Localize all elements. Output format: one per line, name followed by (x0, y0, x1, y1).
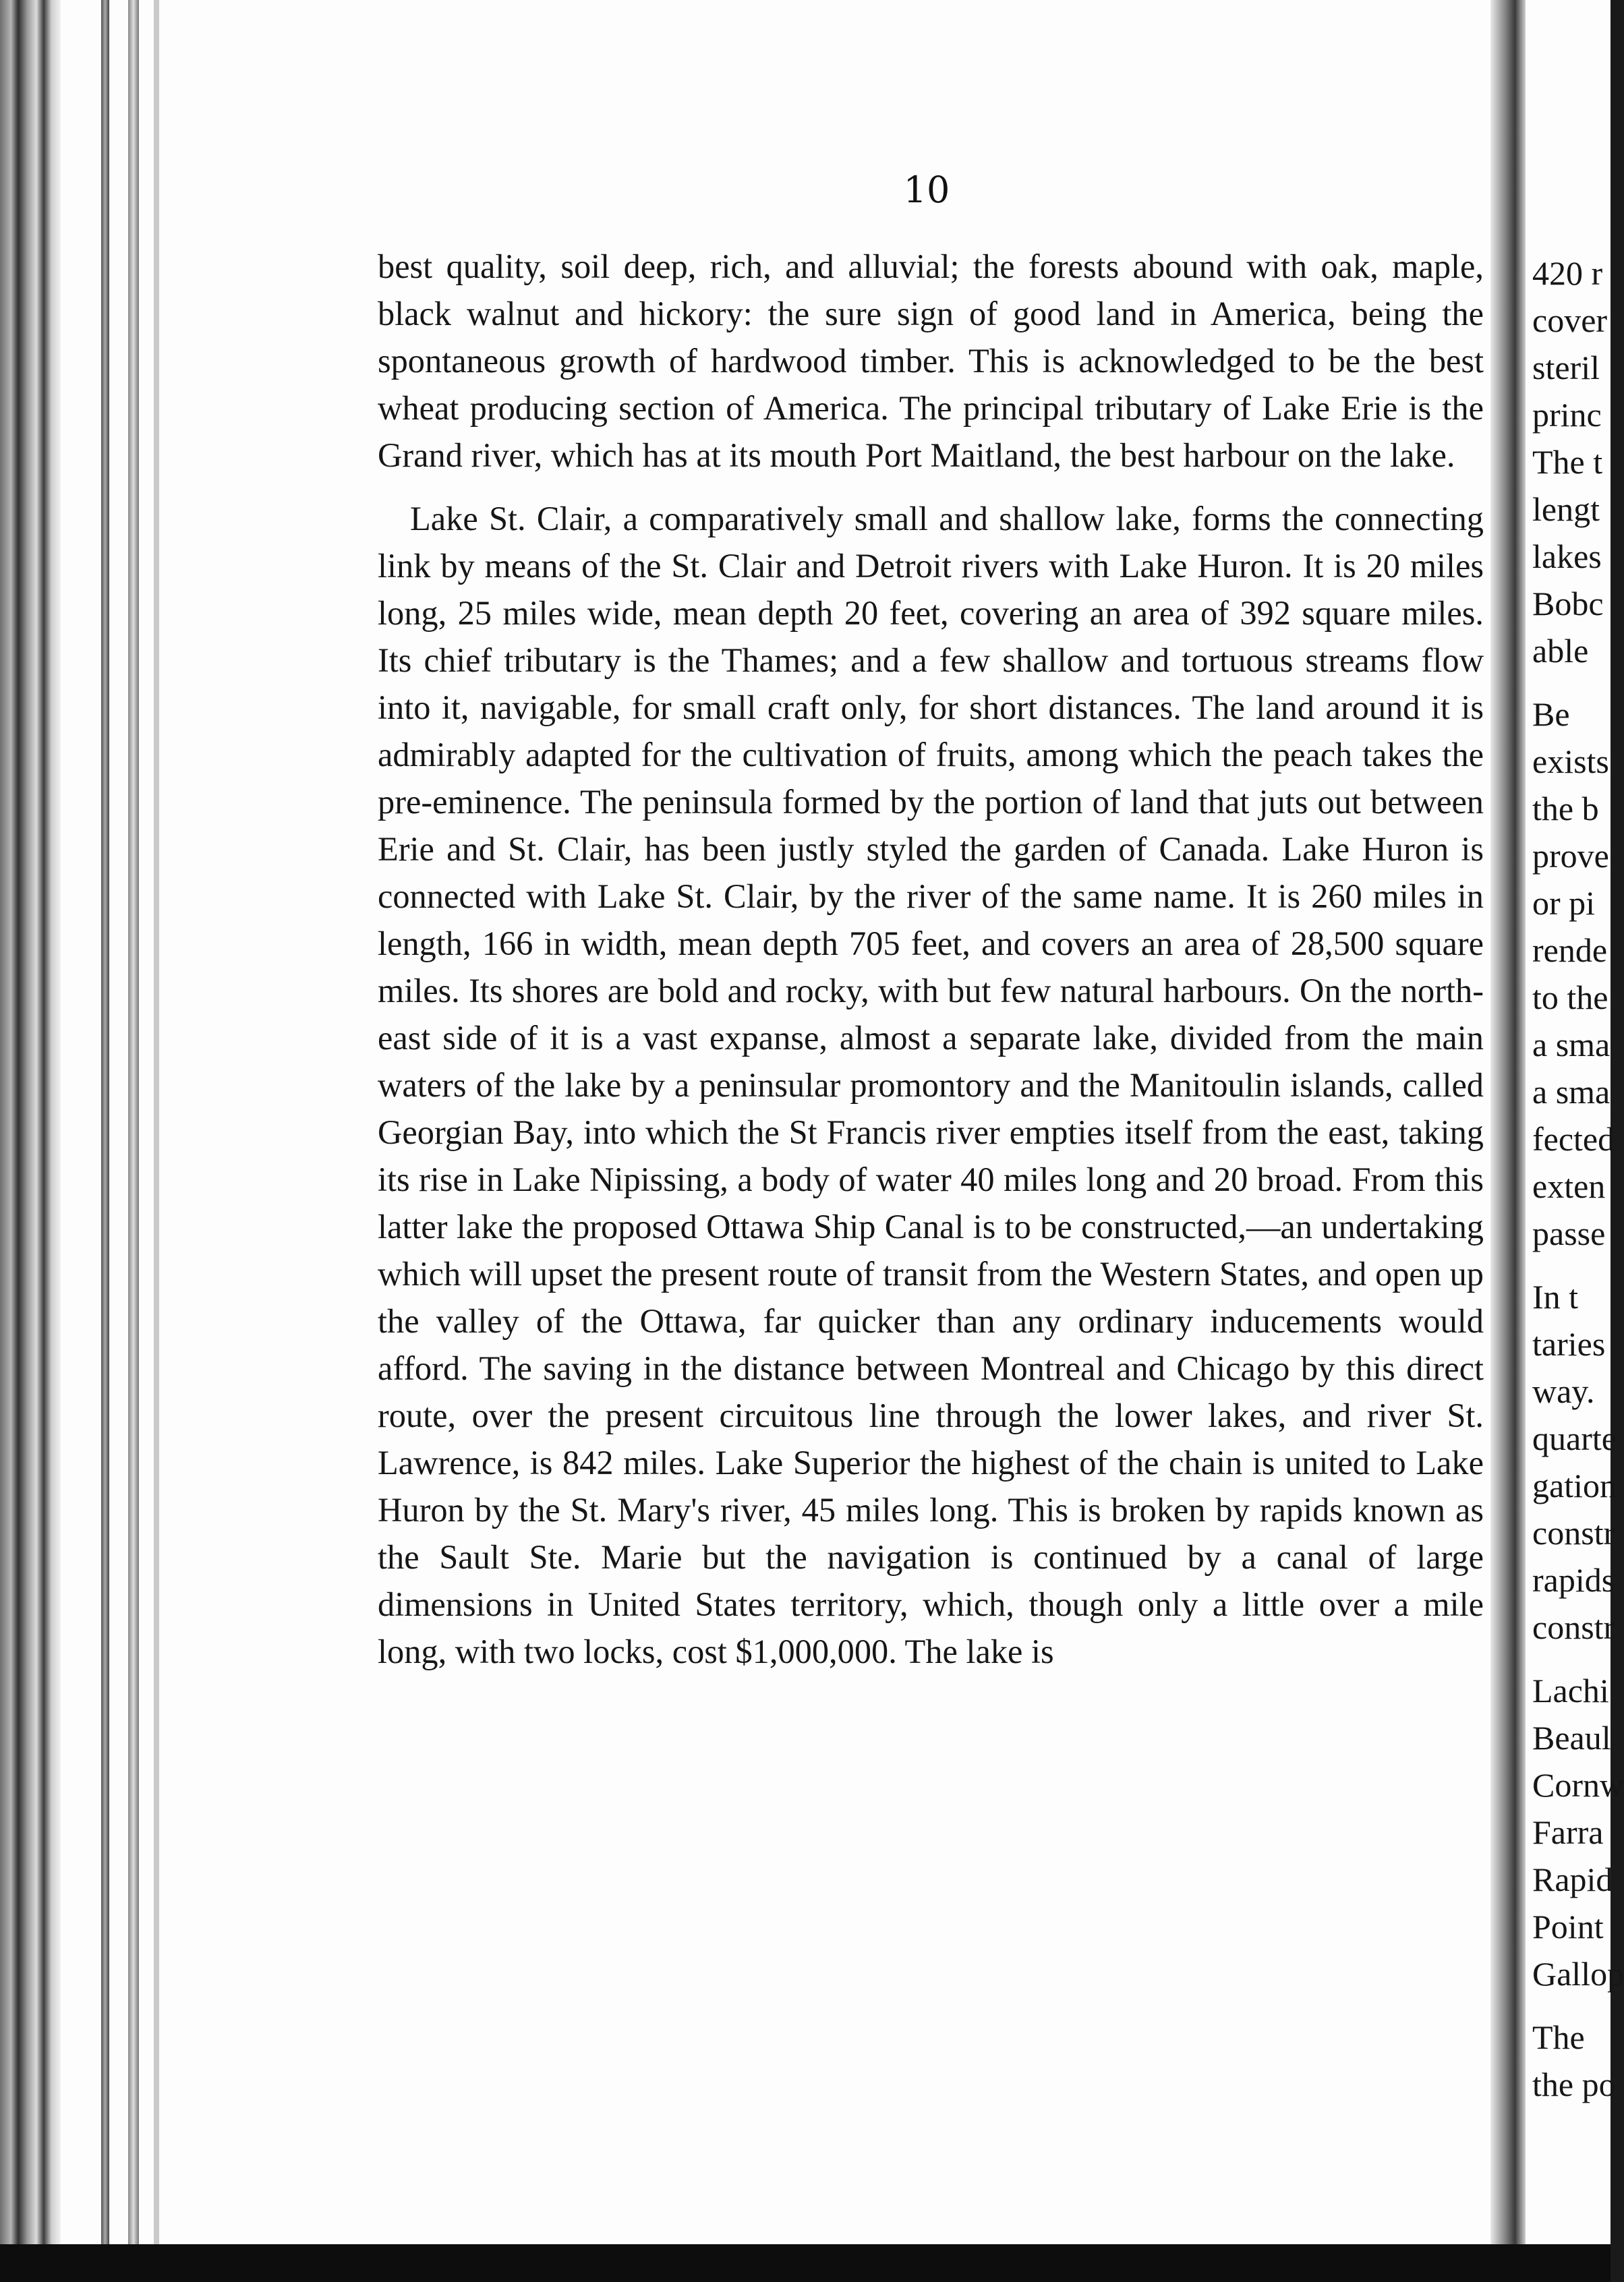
text-fragment: able (1532, 632, 1589, 670)
text-fragment: Bobc (1532, 585, 1604, 622)
spine-edge-line (101, 0, 109, 2282)
facing-page-block (1532, 1273, 1617, 1651)
page-gutter-shadow (1490, 0, 1526, 2282)
text-fragment: exten (1532, 1167, 1606, 1205)
text-fragment: lakes (1532, 537, 1602, 575)
text-fragment: Point (1532, 1908, 1604, 1945)
spine-edge-line (128, 0, 139, 2282)
text-fragment: rende (1532, 931, 1608, 969)
text-fragment: Farra (1532, 1813, 1604, 1851)
text-fragment: 420 r (1532, 254, 1603, 292)
text-fragment: Gallop (1532, 1955, 1624, 1993)
text-fragment: Cornw (1532, 1766, 1624, 1804)
text-fragment: or pi (1532, 884, 1596, 922)
text-fragment: gation (1532, 1467, 1617, 1504)
text-fragment: The t (1532, 443, 1603, 481)
text-fragment: the b (1532, 790, 1599, 827)
text-fragment: exists (1532, 742, 1609, 780)
text-fragment: fected (1532, 1120, 1615, 1158)
text-fragment: Rapid (1532, 1861, 1613, 1898)
page-number: 10 (903, 169, 950, 211)
text-fragment: prove (1532, 837, 1609, 875)
text-fragment: constr (1532, 1608, 1615, 1646)
text-fragment: the po (1532, 2066, 1616, 2103)
text-fragment: way. (1532, 1372, 1595, 1410)
text-fragment: steril (1532, 349, 1600, 386)
facing-page-block (1532, 2014, 1616, 2108)
scan-bottom-border (0, 2244, 1611, 2282)
paragraph: Lake St. Clair, a comparatively small and shallow lake, forms the connecting link by means of the St. Clair and Detroit rivers with Lake Huron. It is 20 miles long, 25 miles wide, mean depth 20 feet, covering an area of 392 square miles. Its chief tributary is the Thames; and a few shallow and tortuous streams flow into it, navigable, for small craft only, for short distances. The land around it is admirably adapted for the cultivation of fruits, among which the peach takes the pre-eminence. The peninsula formed by the portion of land that juts out between Erie and St. Clair, has been justly styled the garden of Canada. Lake Huron is connected with Lake St. Clair, by the river of the same name. It is 260 miles in length, 166 in width, mean depth 705 feet, and covers an area of 28,500 square miles. Its shores are bold and rocky, with but few natural harbours. On the north-east side of it is a vast expanse, almost a separate lake, divided from the main waters of the lake by a peninsular promontory and the Manitoulin islands, called Georgian Bay, into which the St Francis river empties itself from the east, taking its rise in Lake Nipissing, a body of water 40 miles long and 20 broad. From this latter lake the proposed Ottawa Ship Canal is to be constructed,—an undertaking which will upset the present route of transit from the Western States, and open up the valley of the Ottawa, far quicker than any ordinary inducements would afford. The saving in the distance between Montreal and Chicago by this direct route, over the present circuitous line through the lower lakes, and river St. Lawrence, is 842 miles. Lake Superior the highest of the chain is united to Lake Huron by the St. Mary's river, 45 miles long. This is broken by rapids known as the Sault Ste. Marie but the navigation is continued by a canal of large dimensions in United States territory, which, though only a little over a mile long, with two locks, cost $1,000,000. The lake is (378, 500, 1484, 1670)
text-fragment: to the (1532, 978, 1608, 1016)
text-fragment: In t (1532, 1278, 1579, 1316)
text-fragment: a sma (1532, 1073, 1611, 1111)
text-fragment: cover (1532, 301, 1608, 339)
text-fragment: rapids (1532, 1561, 1615, 1599)
text-fragment: quarte (1532, 1420, 1617, 1457)
text-fragment: Lachi (1532, 1672, 1609, 1709)
text-fragment: taries (1532, 1325, 1606, 1363)
text-fragment: Be (1532, 695, 1570, 733)
text-fragment: The (1532, 2018, 1585, 2056)
text-fragment: lengt (1532, 490, 1600, 528)
text-fragment: Beaul (1532, 1719, 1611, 1757)
paragraph: best quality, soil deep, rich, and alluvial; the forests abound with oak, maple, black walnut and hickory: the sure sign of good land in America, being the spontaneous growth of hardwood timber. This is acknowledged to be the best wheat producing section of America. The principal tributary of Lake Erie is the Grand river, which has at its mouth Port Maitland, the best harbour on the lake. (378, 247, 1484, 474)
spine-edge-line (154, 0, 159, 2282)
text-fragment: passe (1532, 1215, 1606, 1252)
book-spine-shadow (0, 0, 61, 2282)
facing-page-block (1532, 250, 1611, 674)
facing-page-edge-text (1532, 250, 1624, 2108)
text-fragment: constr (1532, 1514, 1615, 1552)
facing-page-block (1532, 1667, 1624, 1997)
facing-page-block (1532, 691, 1615, 1257)
text-fragment: a sma (1532, 1026, 1611, 1063)
text-fragment: princ (1532, 396, 1602, 434)
page-body-text (378, 243, 1484, 1675)
